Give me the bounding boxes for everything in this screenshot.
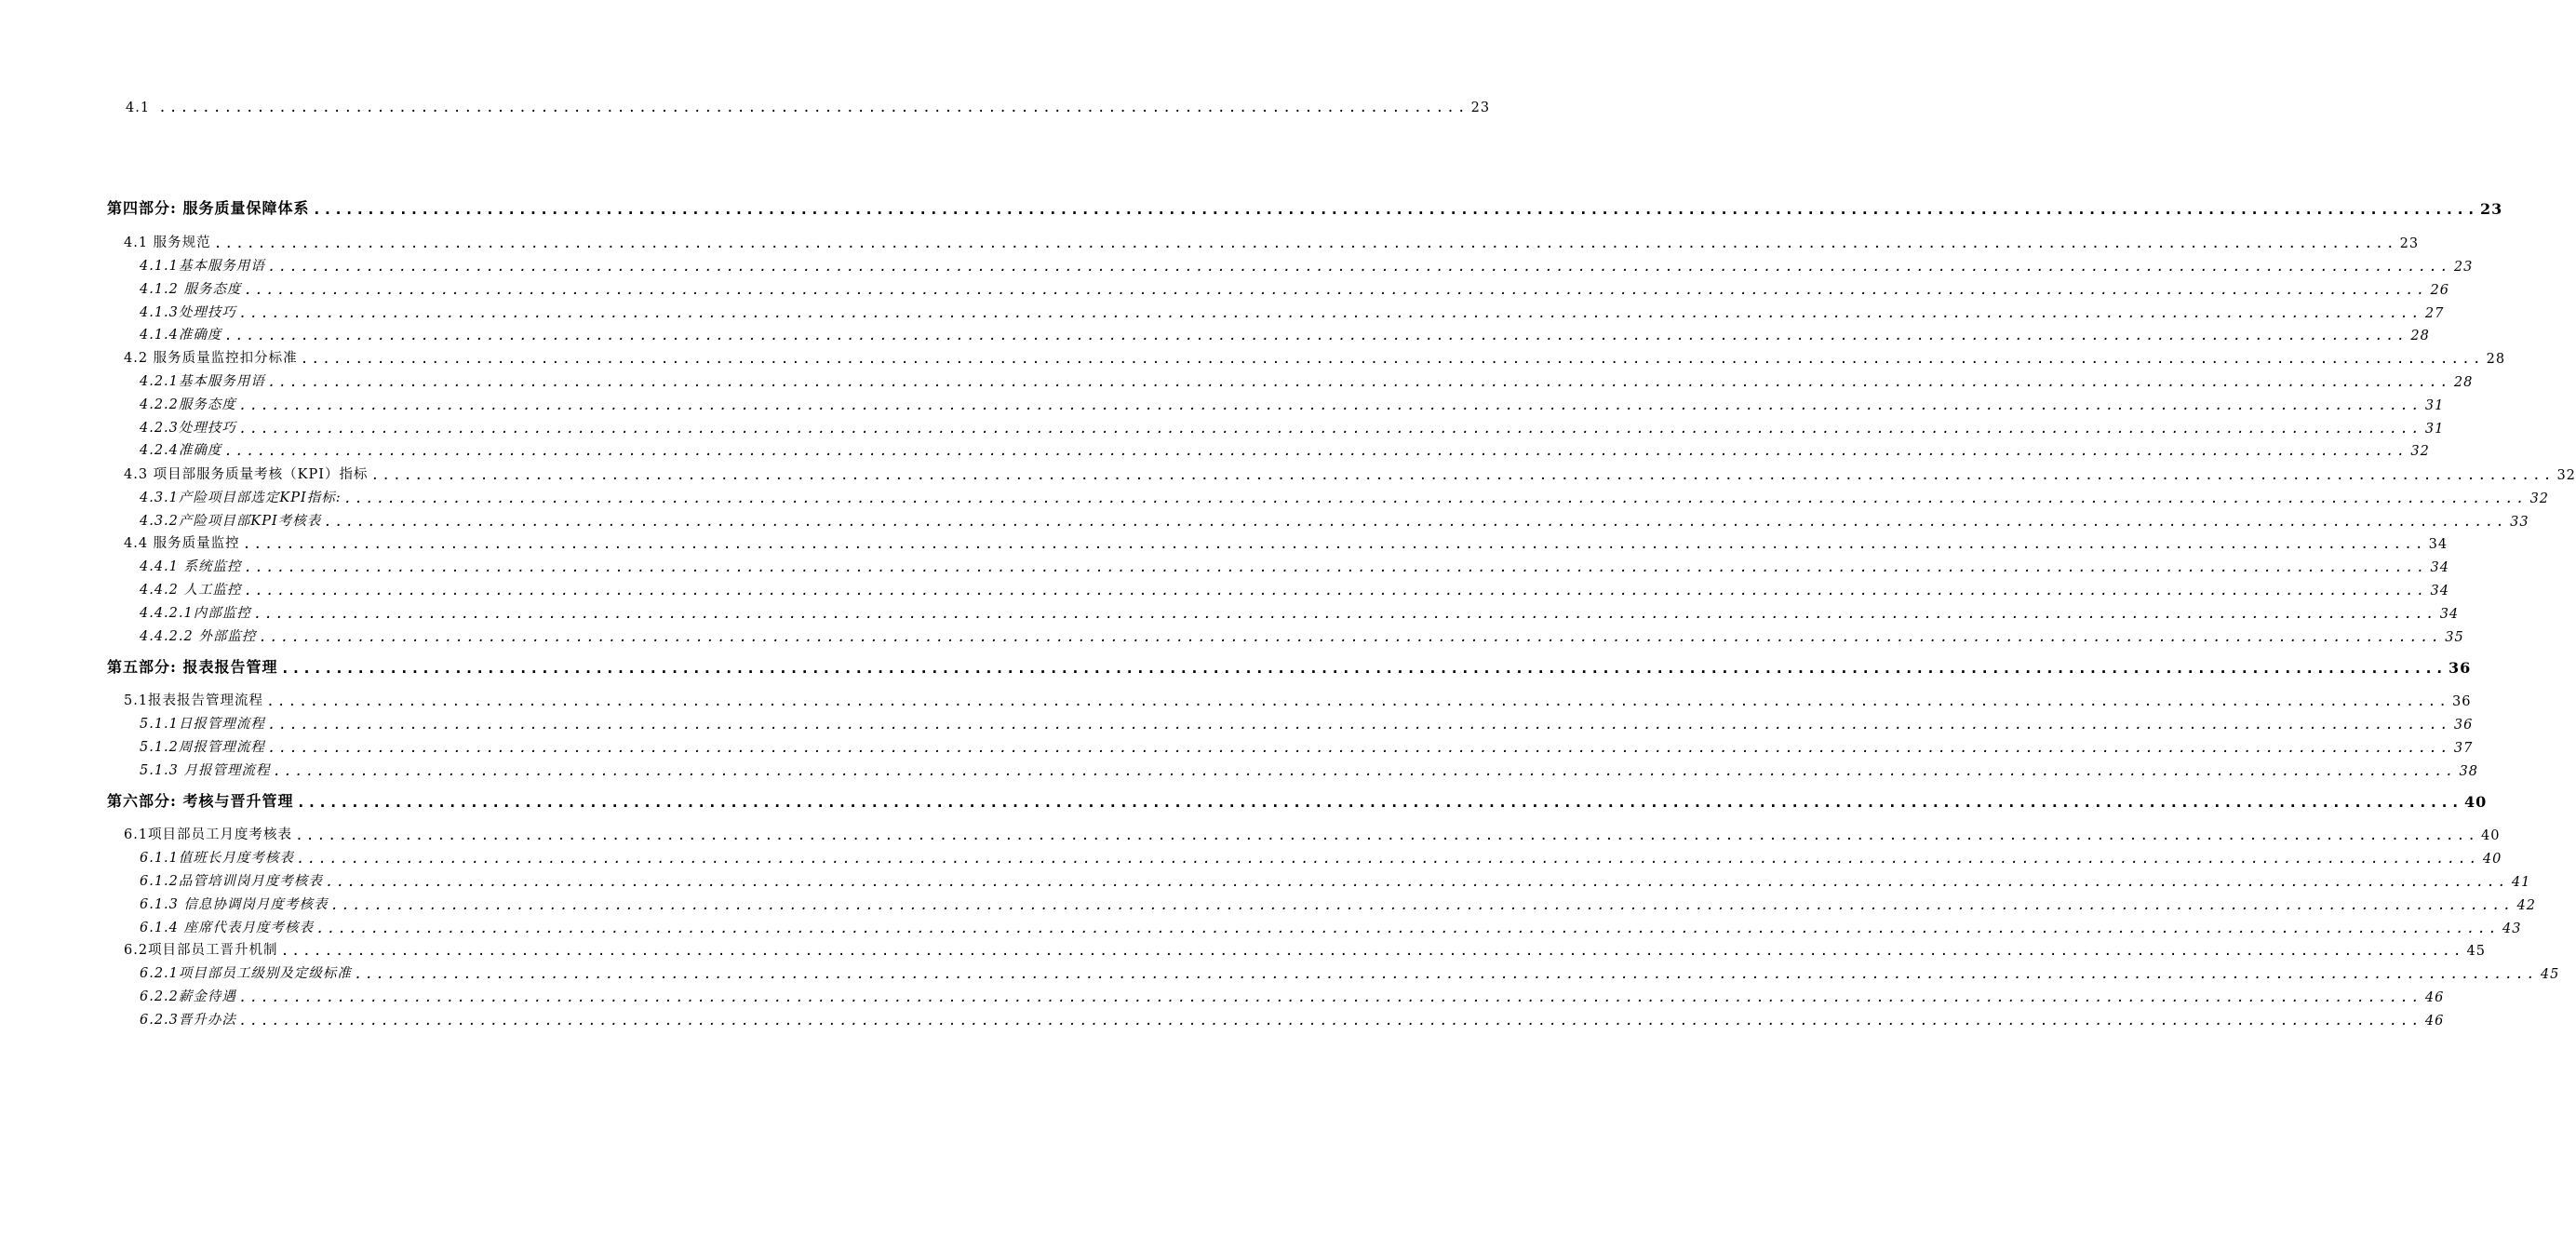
dot-leader: ........................................................................................................................................................................................................ bbox=[259, 630, 2443, 645]
dot-leader: ........................................................................................................................................................................................................ bbox=[312, 200, 2478, 218]
toc-entry-label: 4.1.4准确度 bbox=[140, 328, 222, 343]
dot-leader: ........................................................................................................................................................................................................ bbox=[213, 236, 2397, 251]
toc-entry-label: 6.2项目部员工晋升机制 bbox=[124, 943, 278, 958]
toc-entry[interactable] bbox=[0, 368, 2474, 390]
toc-entry[interactable] bbox=[0, 437, 2430, 459]
toc-entry[interactable] bbox=[0, 844, 2502, 867]
dot-leader: ........................................................................................................................................................................................................ bbox=[280, 944, 2464, 959]
dot-leader: ........................................................................................................................................................................................................ bbox=[238, 422, 2422, 437]
toc-entry-label: 4.3 项目部服务质量考核（KPI）指标 bbox=[124, 467, 369, 482]
toc-entry-page: 40 bbox=[2481, 828, 2501, 843]
dot-leader: ........................................................................................................................................................................................................ bbox=[296, 852, 2480, 867]
dot-leader: ........................................................................................................................................................................................................ bbox=[300, 352, 2484, 367]
toc-entry-label: 6.1.2品管培训岗月度考核表 bbox=[140, 874, 323, 889]
toc-entry-label: 5.1.2周报管理流程 bbox=[140, 740, 265, 755]
toc-entry-label: 6.2.1项目部员工级别及定级标准 bbox=[140, 966, 352, 981]
toc-part-heading[interactable] bbox=[0, 654, 2472, 677]
toc-entry[interactable] bbox=[0, 891, 2536, 913]
toc-entry-label: 4.4.2 人工监控 bbox=[140, 583, 242, 598]
toc-entry-page: 32 bbox=[2556, 468, 2576, 483]
toc-entry-page: 28 bbox=[2453, 375, 2474, 390]
toc-entry-label: 6.1项目部员工月度考核表 bbox=[124, 827, 293, 842]
toc-entry[interactable] bbox=[0, 757, 2478, 779]
toc-entry-label: 6.2.2薪金待遇 bbox=[140, 989, 236, 1004]
toc-entry-page: 32 bbox=[2529, 491, 2550, 506]
dot-leader: ........................................................................................................................................................................................................ bbox=[238, 1014, 2422, 1029]
toc-entry-page: 23 bbox=[1470, 101, 1491, 115]
toc-entry-page: 45 bbox=[2466, 944, 2486, 959]
dot-leader: ........................................................................................................................................................................................................ bbox=[224, 444, 2408, 459]
dot-leader: ........................................................................................................................................................................................................ bbox=[296, 793, 2462, 811]
toc-entry[interactable] bbox=[0, 1006, 2445, 1029]
toc-entry[interactable] bbox=[0, 733, 2474, 756]
toc-entry[interactable] bbox=[0, 960, 2560, 982]
toc-entry-page: 34 bbox=[2439, 607, 2460, 622]
toc-entry-page: 45 bbox=[2540, 967, 2560, 982]
toc-entry-label: 4.1 bbox=[126, 101, 151, 115]
toc-entry[interactable] bbox=[0, 868, 2531, 890]
toc-entry-page: 23 bbox=[2453, 260, 2474, 275]
toc-entry-label: 6.1.4 座席代表月度考核表 bbox=[140, 921, 315, 935]
toc-entry[interactable] bbox=[0, 530, 2449, 552]
toc-entry-page: 36 bbox=[2452, 694, 2472, 709]
toc-entry[interactable] bbox=[0, 344, 2506, 367]
dot-leader: ........................................................................................................................ bbox=[158, 101, 1469, 115]
toc-entry-label: 4.2.4准确度 bbox=[140, 443, 222, 458]
toc-entry-label: 4.2.1基本服务用语 bbox=[140, 374, 265, 389]
dot-leader: ........................................................................................................................................................................................................ bbox=[324, 515, 2508, 530]
toc-entry-label: 6.1.1值班长月度考核表 bbox=[140, 851, 294, 866]
toc-entry-label: 第五部分: 报表报告管理 bbox=[107, 658, 278, 676]
toc-entry-label: 5.1.3 月报管理流程 bbox=[140, 763, 271, 778]
toc-part-heading[interactable] bbox=[0, 788, 2488, 811]
toc-entry[interactable] bbox=[0, 687, 2472, 709]
toc-entry-label: 4.2.3处理技巧 bbox=[140, 421, 236, 436]
toc-entry[interactable] bbox=[0, 507, 2529, 530]
toc-entry-page: 43 bbox=[2502, 921, 2522, 936]
toc-entry-page: 34 bbox=[2428, 537, 2449, 552]
toc-entry-page: 34 bbox=[2430, 560, 2449, 575]
toc-entry-label: 4.2 服务质量监控扣分标准 bbox=[124, 351, 298, 366]
toc-entry-page: 28 bbox=[2486, 352, 2506, 367]
dot-leader: ........................................................................................................................................................................................................ bbox=[267, 741, 2451, 756]
toc-entry-label: 5.1.1日报管理流程 bbox=[140, 717, 265, 732]
toc-entry[interactable] bbox=[0, 252, 2474, 275]
toc-entry[interactable] bbox=[0, 576, 2449, 599]
dot-leader: ........................................................................................................................................................................................................ bbox=[325, 875, 2509, 890]
dot-leader: ........................................................................................................................................................................................................ bbox=[267, 718, 2451, 733]
dot-leader: ........................................................................................................................................................................................................ bbox=[238, 398, 2422, 413]
toc-entry[interactable] bbox=[0, 936, 2486, 959]
toc-entry[interactable] bbox=[0, 599, 2460, 622]
toc-entry-label: 4.3.2产险项目部KPI考核表 bbox=[140, 514, 322, 529]
toc-entry[interactable] bbox=[0, 821, 2501, 843]
toc-entry[interactable] bbox=[0, 276, 2449, 298]
toc-entry-page: 23 bbox=[2480, 200, 2503, 218]
toc-entry[interactable] bbox=[0, 484, 2550, 506]
toc-entry-page: 31 bbox=[2424, 398, 2445, 413]
toc-entry-label: 4.4.2.1内部监控 bbox=[140, 606, 251, 621]
dot-leader: ........................................................................................................................................................................................................ bbox=[267, 375, 2451, 390]
dot-leader: ........................................................................................................................................................................................................ bbox=[244, 283, 2428, 298]
toc-entry-page: 46 bbox=[2424, 990, 2445, 1005]
toc-entry[interactable] bbox=[0, 321, 2430, 343]
dot-leader: ........................................................................................................................................................................................................ bbox=[266, 694, 2450, 709]
toc-entry-label: 6.2.3晋升办法 bbox=[140, 1013, 236, 1028]
toc-entry-page: 33 bbox=[2510, 515, 2529, 530]
toc-entry[interactable] bbox=[0, 414, 2445, 437]
dot-leader: ........................................................................................................................................................................................................ bbox=[238, 306, 2422, 321]
dot-leader: ........................................................................................................................................................................................................ bbox=[316, 921, 2500, 936]
toc-entry-page: 40 bbox=[2482, 852, 2502, 867]
dot-leader: ........................................................................................................................................................................................................ bbox=[244, 560, 2428, 575]
toc-entry-page: 32 bbox=[2410, 444, 2430, 459]
toc-entry-page: 41 bbox=[2511, 875, 2531, 890]
toc-entry[interactable] bbox=[0, 229, 2420, 251]
dot-leader: ........................................................................................................................................................................................................ bbox=[267, 260, 2451, 275]
toc-entry-page: 27 bbox=[2424, 306, 2445, 321]
toc-entry-page: 36 bbox=[2453, 718, 2474, 733]
toc-entry-page: 36 bbox=[2449, 659, 2472, 677]
toc-entry[interactable] bbox=[0, 299, 2445, 321]
toc-entry[interactable] bbox=[0, 461, 2576, 483]
toc-entry-label: 4.1.1基本服务用语 bbox=[140, 259, 265, 274]
dot-leader: ........................................................................................................................................................................................................ bbox=[354, 967, 2538, 982]
toc-entry-page: 40 bbox=[2464, 793, 2488, 811]
toc-entry-page: 35 bbox=[2445, 630, 2464, 645]
toc-entry-label: 4.4.2.2 外部监控 bbox=[140, 629, 257, 644]
toc-entry-page: 31 bbox=[2424, 422, 2445, 437]
toc-entry[interactable] bbox=[0, 391, 2445, 413]
toc-entry-label: 第四部分: 服务质量保障体系 bbox=[107, 199, 310, 217]
toc-entry[interactable] bbox=[0, 710, 2474, 733]
dot-leader: ........................................................................................................................................................................................................ bbox=[238, 990, 2422, 1005]
dot-leader: ........................................................................................................................................................................................................ bbox=[244, 584, 2428, 599]
toc-entry-page: 23 bbox=[2399, 236, 2420, 251]
toc-part-heading[interactable] bbox=[0, 195, 2503, 218]
toc-entry-label: 4.1.3处理技巧 bbox=[140, 305, 236, 320]
toc-entry-page: 37 bbox=[2453, 741, 2474, 756]
toc-entry-label: 6.1.3 信息协调岗月度考核表 bbox=[140, 897, 329, 912]
toc-entry-page: 42 bbox=[2516, 898, 2536, 913]
toc-entry-page: 28 bbox=[2410, 329, 2430, 343]
toc-entry-page: 34 bbox=[2430, 584, 2449, 599]
toc-entry-label: 4.4 服务质量监控 bbox=[124, 536, 240, 551]
dot-leader: ........................................................................................................................................................................................................ bbox=[343, 491, 2528, 506]
dot-leader: ........................................................................................................................................................................................................ bbox=[273, 764, 2457, 779]
toc-entry-page: 26 bbox=[2430, 283, 2449, 298]
dot-leader: ........................................................................................................................................................................................................ bbox=[242, 537, 2426, 552]
toc-entry-label: 4.3.1产险项目部选定KPI指标: bbox=[140, 491, 342, 505]
dot-leader: ........................................................................................................................................................................................................ bbox=[224, 329, 2408, 343]
toc-entry-label: 4.1.2 服务态度 bbox=[140, 282, 242, 297]
toc-entry-label: 4.4.1 系统监控 bbox=[140, 559, 242, 574]
toc-entry[interactable] bbox=[0, 623, 2464, 645]
toc-entry-page: 38 bbox=[2459, 764, 2478, 779]
toc-entry-label: 4.2.2服务态度 bbox=[140, 397, 236, 412]
dot-leader: ........................................................................................................................................................................................................ bbox=[295, 828, 2479, 843]
dot-leader: ........................................................................................................................................................................................................ bbox=[330, 898, 2515, 913]
dot-leader: ........................................................................................................................................................................................................ bbox=[280, 659, 2447, 677]
toc-entry[interactable] bbox=[0, 983, 2445, 1005]
toc-entry-label: 第六部分: 考核与晋升管理 bbox=[107, 792, 294, 810]
dot-leader: ........................................................................................................................................................................................................ bbox=[253, 607, 2437, 622]
toc-entry-label: 5.1报表报告管理流程 bbox=[124, 693, 264, 708]
toc-entry[interactable] bbox=[0, 914, 2522, 936]
dot-leader: ........................................................................................................................................................................................................ bbox=[370, 468, 2555, 483]
toc-entry-page: 46 bbox=[2424, 1014, 2445, 1029]
toc-entry-label: 4.1 服务规范 bbox=[124, 235, 211, 250]
toc-entry[interactable] bbox=[0, 553, 2449, 575]
